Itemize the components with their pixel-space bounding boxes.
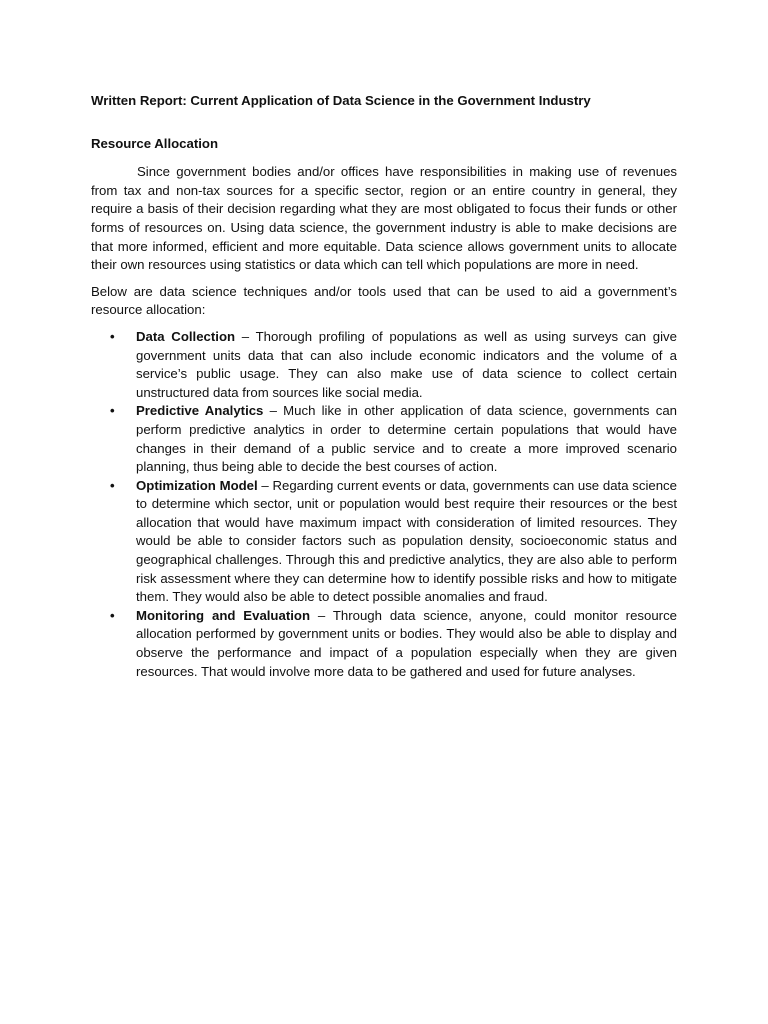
bullet-term: Monitoring and Evaluation xyxy=(136,607,310,623)
document-title: Written Report: Current Application of Data Science in the Government Industry xyxy=(91,93,591,108)
techniques-intro-paragraph: Below are data science techniques and/or tools used that can be used to aid a government’s resource allocation: xyxy=(91,283,677,318)
techniques-list xyxy=(91,328,677,681)
list-item xyxy=(91,477,677,607)
bullet-icon: • xyxy=(110,328,115,344)
list-item xyxy=(91,328,677,402)
section-heading: Resource Allocation xyxy=(91,135,219,151)
document-page xyxy=(91,92,677,681)
bullet-text: – Regarding current events or data, governments can use data science to determine which sector, unit or population would best require their resources or the best allocation that would have maximum impact with consideration of limited resources. They would be able to consider factors such as population density, socioeconomic status and geographical challenges. Through this and predictive analytics, they are also able to perform risk assessment where they can determine how to identify possible risks and how to mitigate them. They would also be able to detect possible anomalies and fraud. xyxy=(136,477,677,605)
bullet-icon: • xyxy=(110,607,115,623)
bullet-text: – Much like in other application of data science, governments can perform predictive analytics in order to determine certain populations that would have changes in their demand of a public service and to create a more improved scenario planning, thus being able to decide the best courses of action. xyxy=(136,403,677,475)
bullet-text: – Through data science, anyone, could monitor resource allocation performed by government units or bodies. They would also be able to display and observe the performance and impact of a population especially when they are given resources. That would involve more data to be gathered and used for future analyses. xyxy=(136,607,677,679)
bullet-text: – Thorough profiling of populations as well as using surveys can give government units data that can also include economic indicators and the volume of a service’s public usage. They can also make use of data science to collect certain unstructured data from sources like social media. xyxy=(136,328,677,400)
bullet-icon: • xyxy=(110,403,115,419)
intro-paragraph: Since government bodies and/or offices have responsibilities in making use of revenues from tax and non-tax sources for a specific sector, region or an entire country in general, they require a basis of their decision regarding what they are most obligated to focus their funds or other forms of resources on. Using data science, the government industry is able to make decisions are that more informed, efficient and more equitable. Data science allows government units to allocate their own resources using statistics or data which can tell which populations are more in need. xyxy=(91,164,677,273)
bullet-term: Optimization Model xyxy=(136,477,258,493)
list-item xyxy=(91,607,677,681)
list-item xyxy=(91,402,677,476)
bullet-term: Predictive Analytics xyxy=(136,403,264,419)
bullet-term: Data Collection xyxy=(136,328,236,344)
bullet-icon: • xyxy=(110,477,115,493)
